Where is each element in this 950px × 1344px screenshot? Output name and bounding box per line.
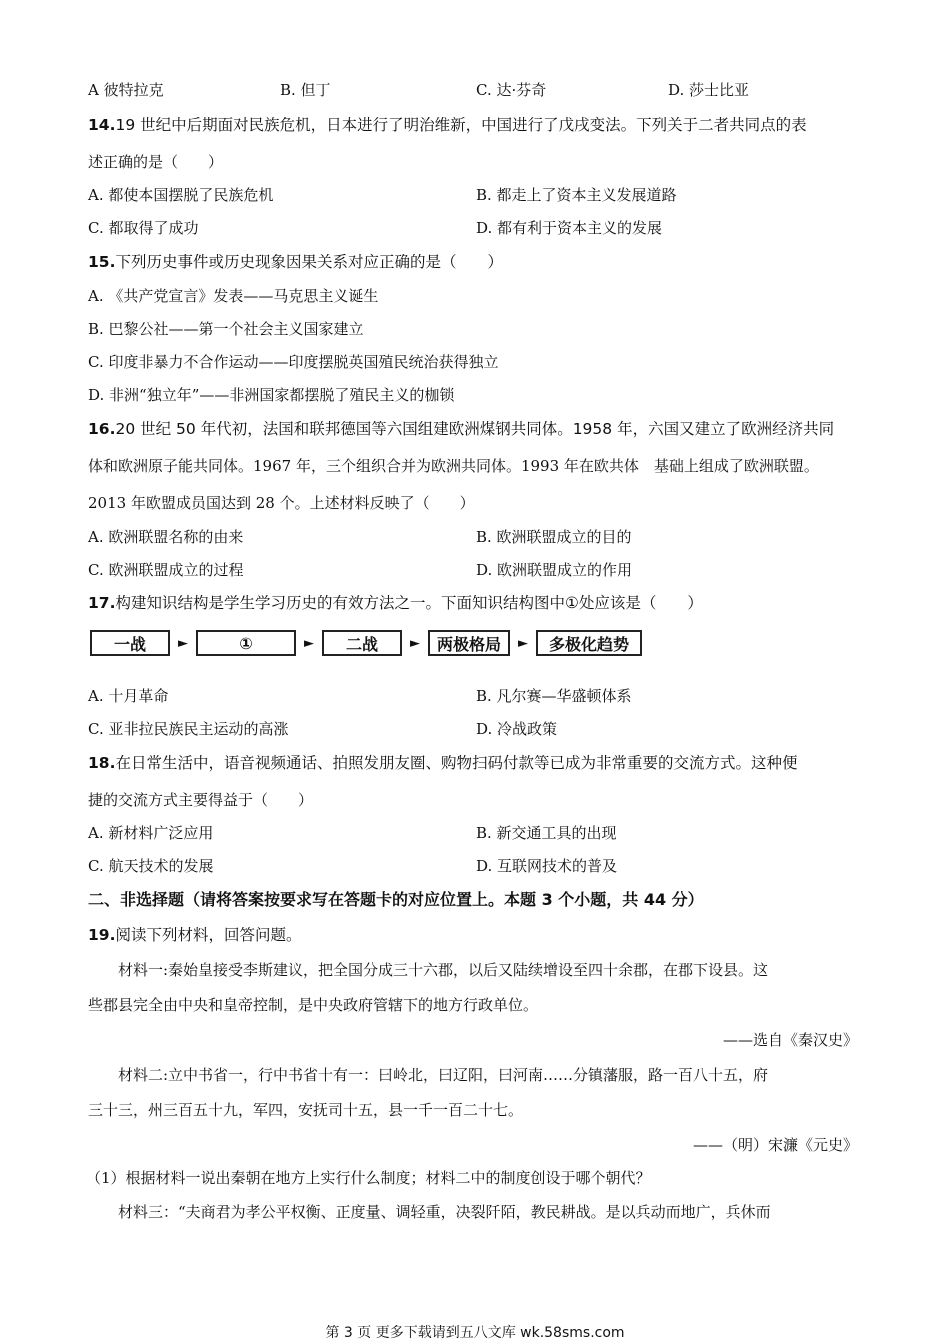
material-1-line2: 些郡县完全由中央和皇帝控制，是中央政府管辖下的地方行政单位。 [88, 996, 539, 1014]
page-footer: 第 3 页 更多下载请到五八文库 wk.58sms.com [325, 1325, 625, 1341]
material-1-source: ——选自《秦汉史》 [722, 1031, 858, 1049]
q17-stem [88, 593, 703, 613]
q13-option-d: D. 莎士比亚 [668, 81, 750, 99]
q16-text: 20 世纪 50 年代初，法国和联邦德国等六国组建欧洲煤钢共同体。1958 年，六国又建立了欧洲经济共同 [115, 420, 835, 438]
q13-option-c: C. 达·芬奇 [476, 81, 547, 99]
q14-stem-line1 [88, 115, 807, 135]
section-heading: 二、非选择题（请将答案按要求写在答题卡的对应位置上。本题 3 个小题，共 44 分） [88, 890, 704, 909]
material-2-line2: 三十三，州三百五十九，军四，安抚司十五，县一千一百二十七。 [88, 1101, 524, 1119]
q14-option-a: A. 都使本国摆脱了民族危机 [88, 186, 274, 204]
q13-option-b: B. 但丁 [280, 81, 331, 99]
q14-option-b: B. 都走上了资本主义发展道路 [476, 186, 677, 204]
q17-option-d: D. 冷战政策 [476, 720, 558, 738]
q17-option-a: A. 十月革命 [88, 687, 169, 705]
q15-number: 15. [88, 253, 116, 271]
q17-option-b: B. 凡尔赛—华盛顿体系 [476, 687, 632, 705]
q15-option-c: C. 印度非暴力不合作运动——印度摆脱英国殖民统治获得独立 [88, 353, 499, 371]
q19-sub-question-1: （1）根据材料一说出秦朝在地方上实行什么制度；材料二中的制度创设于哪个朝代？ [86, 1169, 651, 1187]
q15-option-d: D. 非洲“独立年”——非洲国家都摆脱了殖民主义的枷锁 [88, 386, 455, 404]
q16-option-b: B. 欧洲联盟成立的目的 [476, 528, 632, 546]
arrow-right-icon: ► [518, 635, 528, 651]
q14-number: 14. [88, 116, 116, 134]
material-3-line1: 材料三：“夫商君为孝公平权衡、正度量、调轻重，决裂阡陌，教民耕战。是以兵动而地广，兵休而 [118, 1203, 771, 1221]
q19-stem [88, 925, 301, 945]
q19-number: 19. [88, 926, 116, 944]
q17-text: 构建知识结构是学生学习历史的有效方法之一。下面知识结构图中①处应该是（ ） [115, 594, 703, 612]
q18-stem-line1 [88, 753, 797, 773]
q18-stem-line2: 捷的交流方式主要得益于（ ） [88, 791, 314, 809]
q16-stem-line1 [88, 419, 834, 439]
q15-option-b: B. 巴黎公社——第一个社会主义国家建立 [88, 320, 364, 338]
q18-text: 在日常生活中，语音视频通话、拍照发朋友圈、购物扫码付款等已成为非常重要的交流方式。这种便 [115, 754, 798, 772]
arrow-right-icon: ► [410, 635, 420, 651]
material-2-source: ——（明）宋濂《元史》 [692, 1136, 858, 1154]
q19-text: 阅读下列材料，回答问题。 [115, 926, 302, 944]
q14-option-c: C. 都取得了成功 [88, 219, 199, 237]
q14-option-d: D. 都有利于资本主义的发展 [476, 219, 663, 237]
q18-option-d: D. 互联网技术的普及 [476, 857, 618, 875]
q16-option-d: D. 欧洲联盟成立的作用 [476, 561, 633, 579]
q17-number: 17. [88, 594, 116, 612]
flow-box-bipolar: 两极格局 [428, 630, 510, 656]
q16-option-c: C. 欧洲联盟成立的过程 [88, 561, 244, 579]
q15-text: 下列历史事件或历史现象因果关系对应正确的是（ ） [115, 253, 503, 271]
flow-box-blank: ① [196, 630, 296, 656]
q15-stem [88, 252, 503, 272]
q14-stem-line2: 述正确的是（ ） [88, 153, 224, 171]
q18-option-a: A. 新材料广泛应用 [88, 824, 214, 842]
flow-box-wwii: 二战 [322, 630, 402, 656]
q15-option-a: A. 《共产党宣言》发表——马克思主义诞生 [88, 287, 379, 305]
arrow-right-icon: ► [178, 635, 188, 651]
material-2-line1: 材料二:立中书省一，行中书省十有一：曰岭北，曰辽阳，曰河南……分镇藩服，路一百八十五，府 [118, 1066, 769, 1084]
q18-option-c: C. 航天技术的发展 [88, 857, 214, 875]
q13-option-a: A 彼特拉克 [88, 81, 164, 99]
material-1-line1: 材料一:秦始皇接受李斯建议，把全国分成三十六郡，以后又陆续增设至四十余郡，在郡下设县。这 [118, 961, 769, 979]
q17-option-c: C. 亚非拉民族民主运动的高涨 [88, 720, 289, 738]
flow-box-wwi: 一战 [90, 630, 170, 656]
arrow-right-icon: ► [304, 635, 314, 651]
flow-box-multipolar: 多极化趋势 [536, 630, 642, 656]
q16-stem-line3: 2013 年欧盟成员国达到 28 个。上述材料反映了（ ） [88, 494, 475, 512]
q18-number: 18. [88, 754, 116, 772]
q16-stem-line2: 体和欧洲原子能共同体。1967 年，三个组织合并为欧洲共同体。1993 年在欧共体 基础上组成了欧洲联盟。 [88, 457, 819, 475]
knowledge-structure-diagram [90, 626, 642, 660]
q18-option-b: B. 新交通工具的出现 [476, 824, 617, 842]
q16-number: 16. [88, 420, 116, 438]
q14-text: 19 世纪中后期面对民族危机，日本进行了明治维新，中国进行了戊戌变法。下列关于二者共同点的表 [115, 116, 807, 134]
q16-option-a: A. 欧洲联盟名称的由来 [88, 528, 244, 546]
